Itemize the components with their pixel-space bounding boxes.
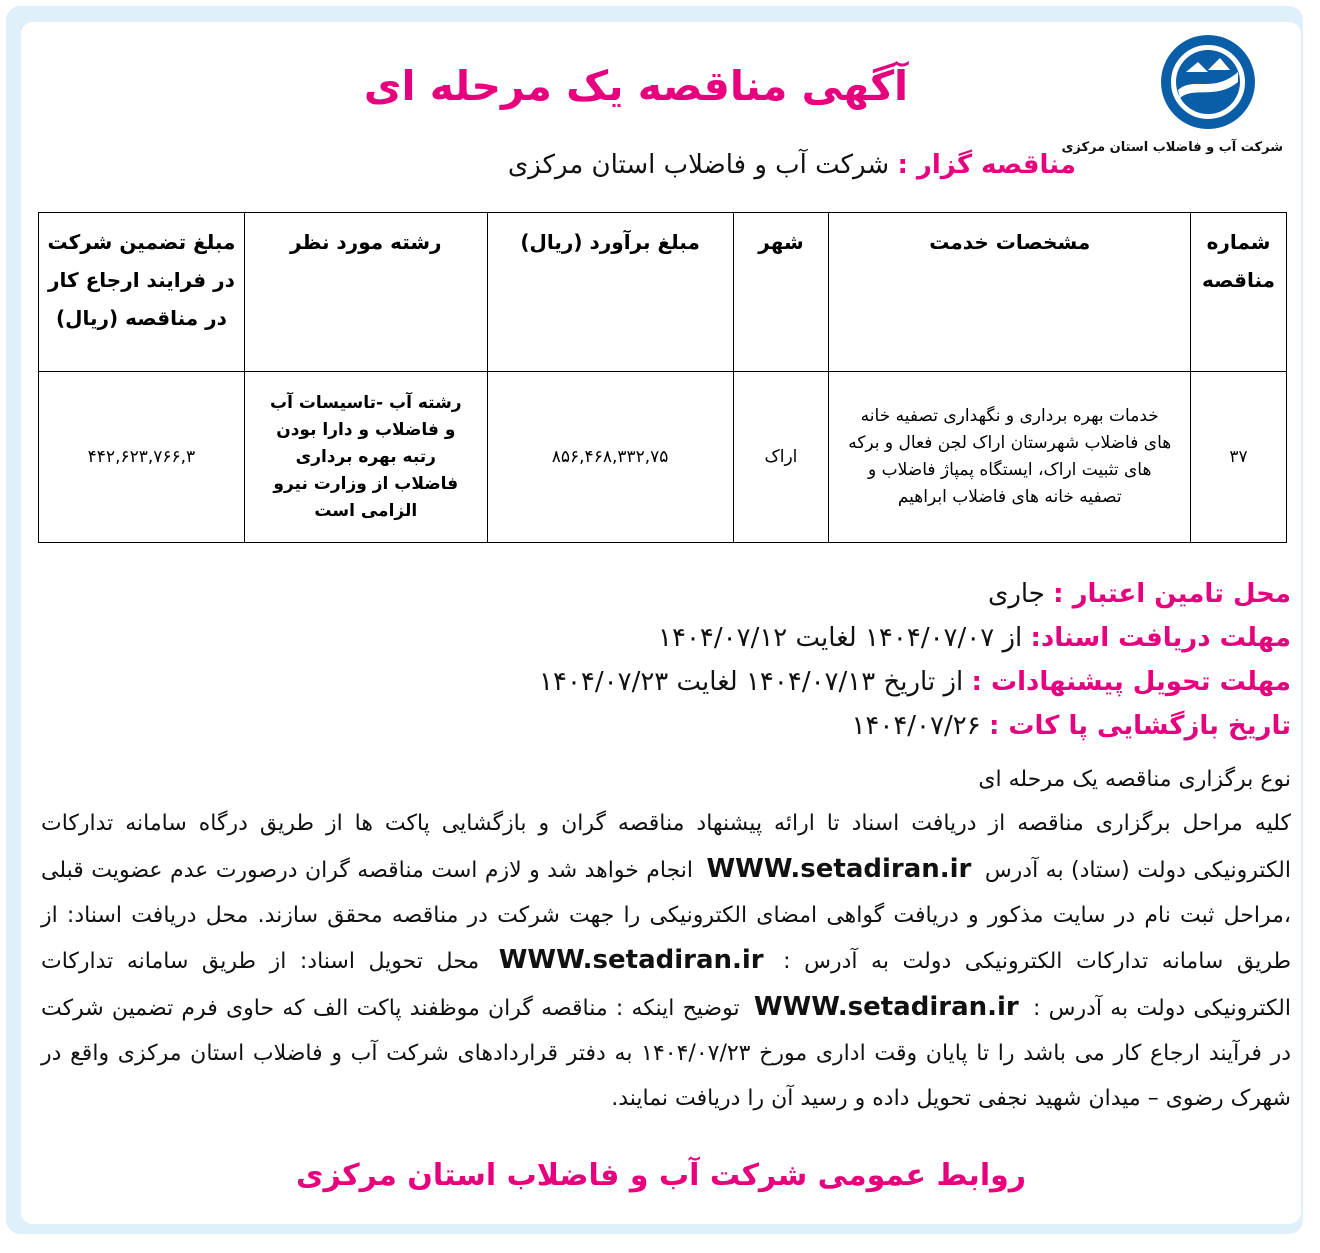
body-part-1: کلیه مراحل برگزاری مناقصه از دریافت اسناد تا ارائه پیشنهاد مناقصه گران و بازگشایی پاکت ها از طریق درگاه سامانه تدارکات الکترونیکی دولت (ستاد) به آدرس — [41, 811, 1292, 883]
setadiran-link-3[interactable]: WWW.setadiran.ir — [753, 992, 1019, 1023]
schedule-info — [41, 572, 1291, 748]
organizer-value: شرکت آب و فاضلاب استان مرکزی — [507, 150, 890, 180]
header-guarantee: مبلغ تضمین شرکت در فرایند ارجاع کار در مناقصه (ریال) — [39, 213, 245, 372]
logo-caption: شرکت آب و فاضلاب استان مرکزی — [1061, 140, 1283, 155]
cell-field: رشته آب -تاسیسات آب و فاضلاب و دارا بودن رتبه بهره برداری فاضلاب از وزارت نیرو الزامی است — [244, 372, 487, 543]
cell-city: اراک — [733, 372, 829, 543]
bids-deadline-value: از تاریخ ۱۴۰۴/۰۷/۱۳ لغایت ۱۴۰۴/۰۷/۲۳ — [539, 667, 964, 697]
bids-deadline-line — [41, 660, 1291, 704]
cell-estimate: ۸۵۶,۴۶۸,۳۳۲,۷۵ — [487, 372, 733, 543]
setadiran-link-2[interactable]: WWW.setadiran.ir — [498, 945, 764, 976]
header-number: شماره مناقصه — [1191, 213, 1287, 372]
funding-value: جاری — [987, 579, 1045, 609]
cell-guarantee: ۴۴۲,۶۲۳,۷۶۶,۳ — [39, 372, 245, 543]
opening-date-line — [41, 704, 1291, 748]
docs-deadline-label: مهلت دریافت اسناد: — [1030, 623, 1291, 653]
notice-panel — [21, 22, 1301, 1224]
organizer-label: مناقصه گزار : — [897, 150, 1076, 180]
funding-line — [41, 572, 1291, 616]
header-estimate: مبلغ برآورد (ریال) — [487, 213, 733, 372]
docs-deadline-line — [41, 616, 1291, 660]
body-part-3: محل تحویل اسناد: از طریق سامانه تدارکات الکترونیکی دولت به آدرس : — [41, 949, 1291, 1022]
opening-date-value: ۱۴۰۴/۰۷/۲۶ — [851, 711, 981, 741]
cell-service: خدمات بهره برداری و نگهداری تصفیه خانه های فاضلاب شهرستان اراک لجن فعال و برکه های تثبیت اراک، ایستگاه پمپاژ فاضلاب و تصفیه خانه های فاضلاب ابراهیم — [829, 372, 1191, 543]
opening-date-label: تاریخ بازگشایی پا کات : — [988, 711, 1291, 741]
docs-deadline-value: از ۱۴۰۴/۰۷/۰۷ لغایت ۱۴۰۴/۰۷/۱۲ — [658, 623, 1023, 653]
table-row — [39, 372, 1287, 543]
notice-title: آگهی مناقصه یک مرحله ای — [363, 62, 909, 110]
setadiran-link-1[interactable]: WWW.setadiran.ir — [706, 853, 972, 884]
funding-label: محل تامین اعتبار : — [1053, 579, 1291, 609]
footer-public-relations: روابط عمومی شرکت آب و فاضلاب استان مرکزی — [295, 1158, 1027, 1193]
tender-table — [38, 212, 1287, 543]
body-paragraph — [41, 802, 1291, 1122]
body-part-2: انجام خواهد شد و لازم است مناقصه گران درصورت عدم عضویت قبلی ،مراحل ثبت نام در سایت مذکور و دریافت گواهی امضای الکترونیکی را جهت شرکت در مناقصه محقق سازند. محل دریافت اسناد: از طریق سامانه تدارکات الکترونیکی دولت به آدرس : — [41, 857, 1291, 975]
header-service: مشخصات خدمت — [829, 213, 1191, 372]
body-part-4: توضیح اینکه : مناقصه گران موظفند پاکت الف که حاوی فرم تضمین شرکت در فرآیند ارجاع کار می باشد را تا پایان وقت اداری مورخ ۱۴۰۴/۰۷/۲۳ به دفتر قراردادهای شرکت آب و فاضلاب استان مرکزی واقع در شهرک رضوی – میدان شهید نجفی تحویل داده و رسید آن را دریافت نمایند. — [41, 996, 1292, 1111]
header-field: رشته مورد نظر — [244, 213, 487, 372]
table-header-row — [39, 213, 1287, 372]
page-frame — [6, 6, 1303, 1234]
bids-deadline-label: مهلت تحویل پیشنهادات : — [971, 667, 1291, 697]
water-wave-logo-icon — [1158, 32, 1258, 132]
cell-number: ۳۷ — [1191, 372, 1287, 543]
header-city: شهر — [733, 213, 829, 372]
tender-type: نوع برگزاری مناقصه یک مرحله ای — [978, 767, 1291, 792]
organizer-line — [508, 150, 1076, 180]
company-logo — [1061, 32, 1283, 155]
